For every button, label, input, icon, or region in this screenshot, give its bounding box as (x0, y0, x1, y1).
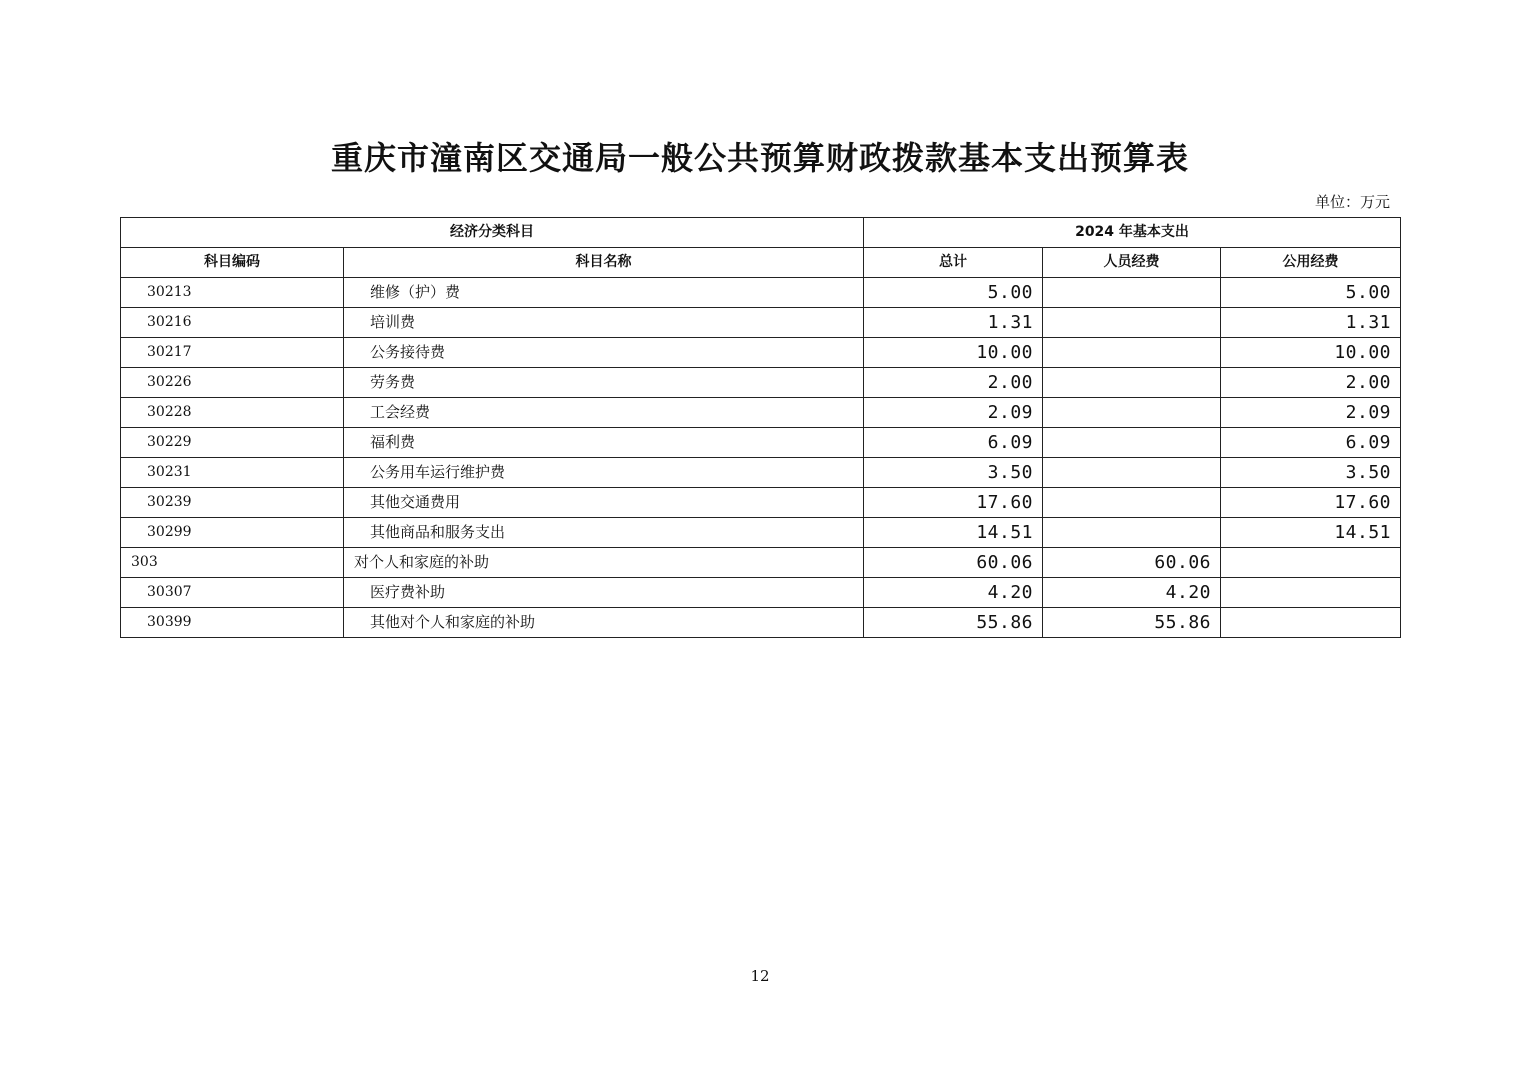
subject-name-cell: 其他对个人和家庭的补助 (344, 608, 864, 638)
table-row (121, 308, 1401, 338)
public-column-header: 公用经费 (1221, 248, 1401, 278)
total-cell: 2.00 (864, 368, 1043, 398)
public-cell: 5.00 (1221, 278, 1401, 308)
table-row (121, 368, 1401, 398)
public-cell: 2.09 (1221, 398, 1401, 428)
table-row (121, 608, 1401, 638)
personnel-cell (1043, 488, 1221, 518)
subject-name-cell: 对个人和家庭的补助 (344, 548, 864, 578)
personnel-cell: 60.06 (1043, 548, 1221, 578)
total-cell: 14.51 (864, 518, 1043, 548)
public-cell (1221, 608, 1401, 638)
personnel-cell (1043, 308, 1221, 338)
subject-code-cell: 30307 (121, 578, 344, 608)
subject-code-cell: 30299 (121, 518, 344, 548)
page-number: 12 (750, 967, 770, 985)
public-cell: 17.60 (1221, 488, 1401, 518)
personnel-cell: 4.20 (1043, 578, 1221, 608)
subject-name-cell: 其他交通费用 (344, 488, 864, 518)
subject-name-cell: 工会经费 (344, 398, 864, 428)
personnel-cell (1043, 278, 1221, 308)
public-cell: 2.00 (1221, 368, 1401, 398)
personnel-cell: 55.86 (1043, 608, 1221, 638)
personnel-cell (1043, 338, 1221, 368)
budget-table (120, 217, 1401, 638)
subject-name-cell: 劳务费 (344, 368, 864, 398)
subject-name-cell: 其他商品和服务支出 (344, 518, 864, 548)
table-row (121, 488, 1401, 518)
subject-code-cell: 30229 (121, 428, 344, 458)
table-row (121, 398, 1401, 428)
basic-expenditure-header: 2024 年基本支出 (864, 218, 1401, 248)
name-column-header: 科目名称 (344, 248, 864, 278)
public-cell: 14.51 (1221, 518, 1401, 548)
unit-label: 单位：万元 (1314, 193, 1390, 211)
table-row (121, 578, 1401, 608)
subject-name-cell: 医疗费补助 (344, 578, 864, 608)
subject-code-cell: 30217 (121, 338, 344, 368)
personnel-cell (1043, 518, 1221, 548)
public-cell: 3.50 (1221, 458, 1401, 488)
personnel-column-header: 人员经费 (1043, 248, 1221, 278)
subject-name-cell: 福利费 (344, 428, 864, 458)
total-cell: 6.09 (864, 428, 1043, 458)
total-cell: 3.50 (864, 458, 1043, 488)
personnel-cell (1043, 368, 1221, 398)
total-cell: 55.86 (864, 608, 1043, 638)
total-cell: 60.06 (864, 548, 1043, 578)
total-cell: 2.09 (864, 398, 1043, 428)
subject-name-cell: 公务接待费 (344, 338, 864, 368)
table-row (121, 458, 1401, 488)
public-cell: 10.00 (1221, 338, 1401, 368)
column-header-row (121, 248, 1401, 278)
public-cell: 6.09 (1221, 428, 1401, 458)
subject-code-cell: 30213 (121, 278, 344, 308)
code-column-header: 科目编码 (121, 248, 344, 278)
total-cell: 5.00 (864, 278, 1043, 308)
subject-code-cell: 30399 (121, 608, 344, 638)
table-row (121, 518, 1401, 548)
personnel-cell (1043, 458, 1221, 488)
economic-category-header: 经济分类科目 (121, 218, 864, 248)
table-row (121, 278, 1401, 308)
subject-code-cell: 303 (121, 548, 344, 578)
subject-name-cell: 维修（护）费 (344, 278, 864, 308)
group-header-row (121, 218, 1401, 248)
subject-code-cell: 30231 (121, 458, 344, 488)
total-cell: 1.31 (864, 308, 1043, 338)
subject-code-cell: 30239 (121, 488, 344, 518)
subject-code-cell: 30226 (121, 368, 344, 398)
public-cell (1221, 578, 1401, 608)
subject-name-cell: 公务用车运行维护费 (344, 458, 864, 488)
personnel-cell (1043, 428, 1221, 458)
personnel-cell (1043, 398, 1221, 428)
total-cell: 10.00 (864, 338, 1043, 368)
table-row (121, 548, 1401, 578)
subject-code-cell: 30216 (121, 308, 344, 338)
table-row (121, 428, 1401, 458)
subject-name-cell: 培训费 (344, 308, 864, 338)
public-cell (1221, 548, 1401, 578)
subject-code-cell: 30228 (121, 398, 344, 428)
total-cell: 4.20 (864, 578, 1043, 608)
total-cell: 17.60 (864, 488, 1043, 518)
public-cell: 1.31 (1221, 308, 1401, 338)
total-column-header: 总计 (864, 248, 1043, 278)
table-row (121, 338, 1401, 368)
page-title: 重庆市潼南区交通局一般公共预算财政拨款基本支出预算表 (330, 139, 1189, 177)
